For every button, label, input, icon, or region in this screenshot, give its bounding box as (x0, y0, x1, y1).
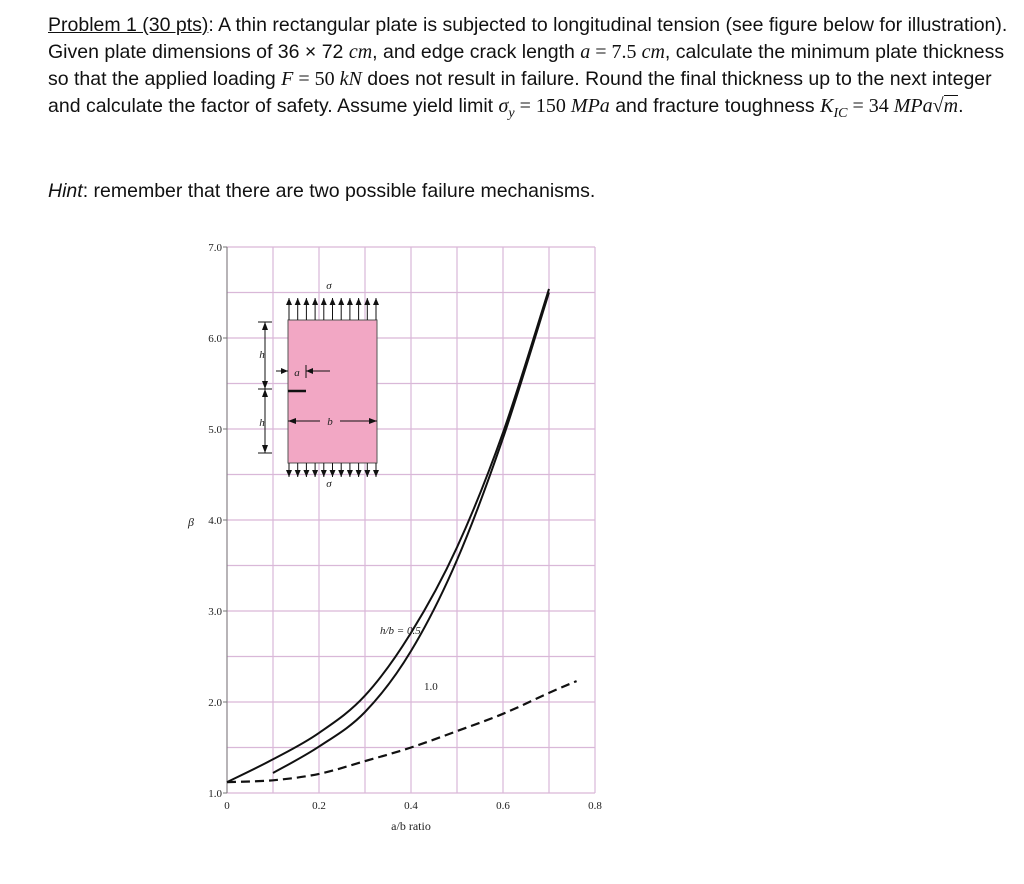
tension-arrow-head (303, 470, 309, 477)
x-tick-label: 0.2 (312, 800, 326, 812)
unit-cm: cm (348, 41, 373, 63)
eq-sigma-y: = 150 (514, 95, 571, 117)
y-tick-label: 7.0 (208, 242, 222, 254)
h-label-top: h (259, 349, 265, 361)
tension-arrow-head (295, 470, 301, 477)
tension-arrow-head (356, 470, 362, 477)
chart-labels (187, 515, 438, 833)
tension-arrow-head (295, 298, 301, 305)
y-tick-label: 5.0 (208, 424, 222, 436)
y-tick-label: 6.0 (208, 333, 222, 345)
tension-arrow-head (373, 298, 379, 305)
b-label: b (327, 416, 333, 428)
problem-text-2: , and edge crack length (372, 41, 581, 63)
tension-arrow-head (373, 470, 379, 477)
tension-arrow-head (338, 298, 344, 305)
tension-arrow-head (338, 470, 344, 477)
problem-colon: : (208, 14, 214, 36)
unit-cm-2: cm (641, 41, 665, 63)
hint-text: : remember that there are two possible failure mechanisms. (82, 180, 596, 202)
tension-arrow-head (312, 298, 318, 305)
hint-label: Hint (48, 180, 83, 202)
y-tick-label: 1.0 (208, 788, 222, 800)
x-tick-label: 0.4 (404, 800, 418, 812)
tension-arrow-head (330, 470, 336, 477)
sub-IC: IC (833, 105, 848, 121)
y-tick-label: 2.0 (208, 697, 222, 709)
eq-a: = 7.5 (590, 41, 642, 63)
chart-curves (227, 289, 577, 782)
sub-y: y (508, 105, 515, 121)
series-line-0 (227, 289, 549, 782)
y-tick-label: 3.0 (208, 606, 222, 618)
unit-MPa: MPa (570, 95, 610, 117)
x-tick-label: 0 (224, 800, 230, 812)
problem-text-3: , calculate the minimum plate thickness so that the applied loading (48, 41, 1005, 90)
problem-text-1: A thin rectangular plate is subjected to longitudinal tension (see figure below for illustration). Given plate dimensions of 36 × 72 (48, 14, 1008, 63)
eq-F: = 50 (293, 68, 340, 90)
tension-arrow-head (321, 470, 327, 477)
tension-arrow-head (312, 470, 318, 477)
h-arrow-up (262, 322, 268, 330)
tension-arrow-head (330, 298, 336, 305)
h-arrow-mid-down (262, 381, 268, 389)
x-tick-label: 0.8 (588, 800, 602, 812)
problem-title: Problem 1 (30 pts) (48, 14, 209, 36)
problem-text-4: does not result in failure. Round the final thickness up to the next integer and calculate the factor of safety. Assume yield limit (48, 68, 992, 117)
x-tick-label: 0.6 (496, 800, 510, 812)
problem-text-5: and fracture toughness (609, 95, 821, 117)
x-axis-label: a/b ratio (391, 819, 431, 833)
tension-arrow-head (321, 298, 327, 305)
sigma-bottom-label: σ (326, 478, 332, 490)
h-label-bottom: h (259, 417, 265, 429)
series-line-2 (227, 681, 577, 782)
eq-K: = 34 (847, 95, 894, 117)
tension-arrow-head (303, 298, 309, 305)
sqrt-symbol: √ (932, 95, 944, 117)
tension-arrow-head (347, 298, 353, 305)
var-K: K (820, 95, 834, 117)
y-tick-label: 4.0 (208, 515, 222, 527)
var-F: F (281, 68, 294, 90)
annotation-h-b-0-5: h/b = 0.5 (380, 625, 421, 637)
var-sigma: σ (498, 95, 509, 117)
tension-arrow-head (347, 470, 353, 477)
a-label: a (294, 367, 300, 379)
annotation-1-0: 1.0 (424, 681, 438, 693)
var-a: a (580, 41, 591, 63)
tension-arrow-head (286, 470, 292, 477)
h-arrow-down (262, 445, 268, 453)
unit-MPa-2: MPa (893, 95, 933, 117)
sigma-top-label: σ (326, 280, 332, 292)
unit-kN: kN (339, 68, 362, 90)
chart-grid (208, 242, 602, 812)
tension-arrow-head (356, 298, 362, 305)
unit-m: m (943, 95, 959, 117)
problem-end: . (958, 95, 964, 117)
y-axis-label: β (188, 515, 194, 529)
h-arrow-mid-up (262, 389, 268, 397)
tension-arrow-head (286, 298, 292, 305)
a-arrow-left-head (281, 368, 288, 374)
